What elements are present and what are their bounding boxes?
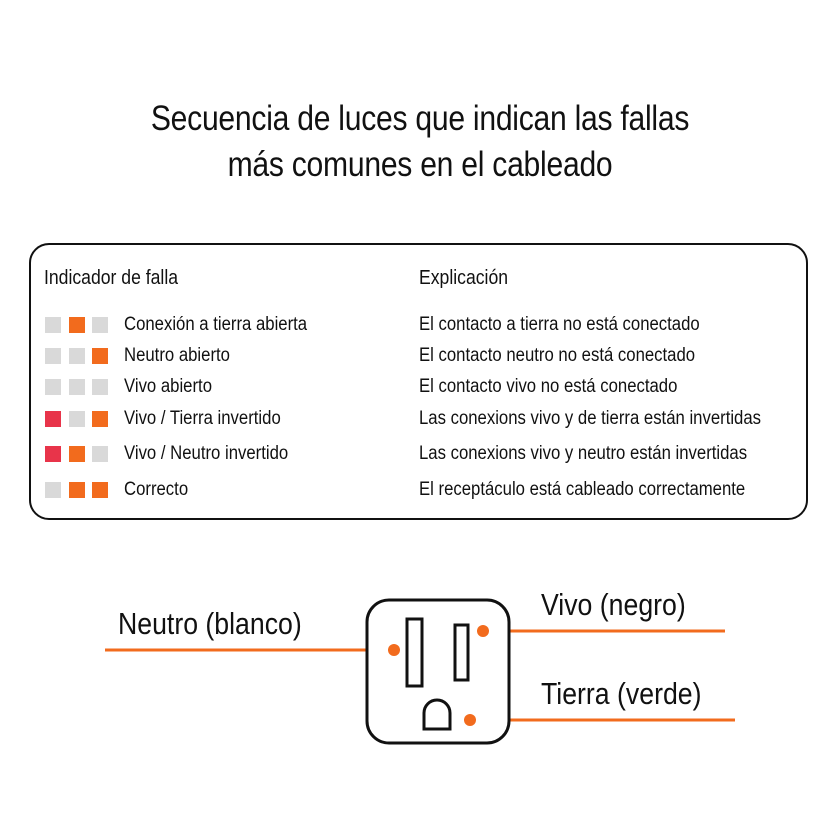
- fault-explanation: El receptáculo está cableado correctamente: [419, 479, 746, 500]
- fault-label: Vivo abierto: [124, 376, 212, 397]
- fault-label: Vivo / Neutro invertido: [124, 443, 289, 464]
- neutral-label: Neutro (blanco): [118, 606, 302, 641]
- neutral-connection-dot: [388, 644, 400, 656]
- header-explanation: Explicación: [419, 267, 509, 289]
- title-line-1: Secuencia de luces que indican las fallas: [150, 99, 690, 138]
- fault-explanation: El contacto vivo no está conectado: [419, 376, 678, 397]
- header-indicator: Indicador de falla: [44, 267, 179, 289]
- fault-explanation: El contacto neutro no está conectado: [419, 345, 696, 366]
- fault-label: Conexión a tierra abierta: [124, 314, 308, 335]
- fault-explanation: Las conexions vivo y de tierra están invertidas: [419, 408, 762, 429]
- live-label: Vivo (negro): [541, 587, 686, 622]
- fault-label: Neutro abierto: [124, 345, 230, 366]
- ground-label: Tierra (verde): [541, 676, 702, 711]
- fault-explanation: El contacto a tierra no está conectado: [419, 314, 700, 335]
- title-line-2: más comunes en el cableado: [227, 145, 613, 184]
- live-slot: [455, 625, 468, 680]
- fault-label: Correcto: [124, 479, 189, 500]
- ground-connection-dot: [464, 714, 476, 726]
- neutral-slot: [407, 619, 422, 686]
- fault-label: Vivo / Tierra invertido: [124, 408, 281, 429]
- fault-explanation: Las conexions vivo y neutro están invertidas: [419, 443, 748, 464]
- live-connection-dot: [477, 625, 489, 637]
- ground-hole: [424, 700, 450, 729]
